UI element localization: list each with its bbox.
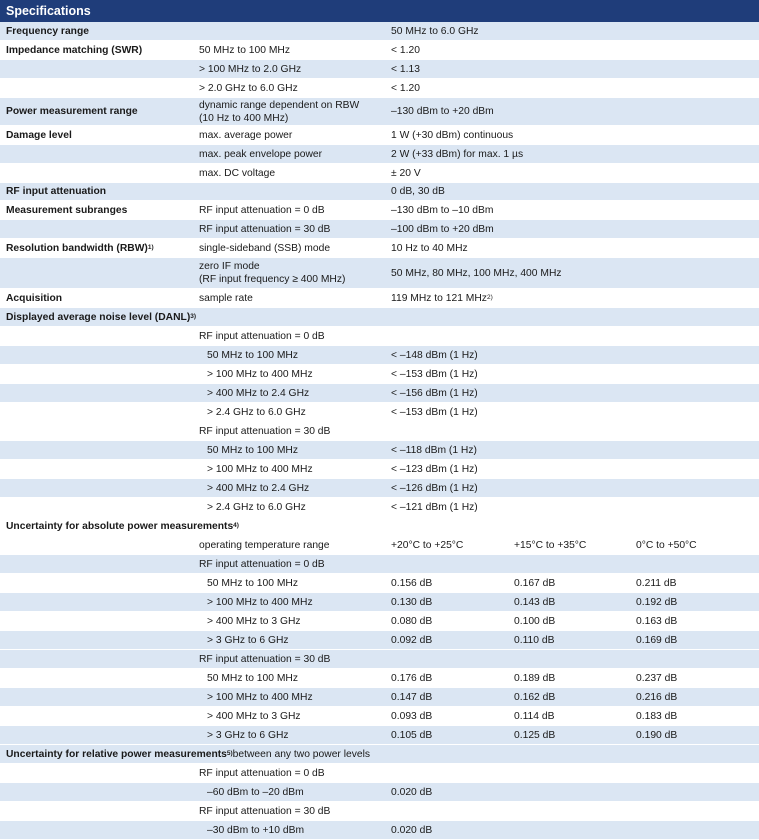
rbw-condition: zero IF mode (RF input frequency ≥ 400 MHz) — [199, 261, 346, 285]
urel-value: 0.020 dB — [391, 824, 433, 836]
row-urel-att30-value — [0, 821, 759, 840]
damage-condition: max. peak envelope power — [199, 148, 323, 160]
uncertainty-table-row — [0, 593, 759, 612]
uncertainty-frequency-range: > 100 MHz to 400 MHz — [207, 691, 313, 703]
uncertainty-value: 0.237 dB — [636, 672, 678, 684]
temperature-range-label: operating temperature range — [199, 539, 330, 551]
danl-table-row — [0, 365, 759, 384]
value-frequency-range: 50 MHz to 6.0 GHz — [391, 25, 479, 37]
label-danl: Displayed average noise level (DANL) 3) — [6, 311, 197, 323]
danl-attenuation-heading: RF input attenuation = 0 dB — [199, 330, 325, 342]
uncertainty-frequency-range: > 3 GHz to 6 GHz — [207, 729, 289, 741]
danl-table-row — [0, 479, 759, 498]
uncertainty-frequency-range: 50 MHz to 100 MHz — [207, 672, 298, 684]
rbw-value: 10 Hz to 40 MHz — [391, 242, 468, 254]
uncertainty-table-row — [0, 669, 759, 688]
danl-table-row — [0, 384, 759, 403]
label-uncertainty-relative: Uncertainty for relative power measurements 5) between any two power levels — [6, 748, 371, 760]
danl-table-row — [0, 346, 759, 365]
uncertainty-value: 0.167 dB — [514, 577, 556, 589]
danl-frequency-range: > 100 MHz to 400 MHz — [207, 368, 313, 380]
uncertainty-table-row — [0, 707, 759, 726]
row-frequency-range — [0, 22, 759, 41]
row-swr-2 — [0, 60, 759, 79]
danl-value: < –156 dBm (1 Hz) — [391, 387, 478, 399]
acquisition-value: 119 MHz to 121 MHz 2) — [391, 292, 493, 304]
danl-table-row — [0, 403, 759, 422]
label-measurement-subranges: Measurement subranges — [6, 204, 128, 216]
uncertainty-value: 0.100 dB — [514, 615, 556, 627]
table-header-title: Specifications — [0, 0, 759, 22]
row-power-measurement-range — [0, 98, 759, 126]
subrange-condition: RF input attenuation = 30 dB — [199, 223, 331, 235]
row-uabs-att0 — [0, 555, 759, 574]
row-swr-3 — [0, 79, 759, 98]
uncertainty-value: 0.190 dB — [636, 729, 678, 741]
label-frequency-range: Frequency range — [6, 25, 89, 37]
row-urel-att0 — [0, 764, 759, 783]
danl-table-row — [0, 441, 759, 460]
temperature-column-header: +15°C to +35°C — [514, 539, 587, 551]
uncertainty-value: 0.211 dB — [636, 577, 677, 589]
temperature-column-header: 0°C to +50°C — [636, 539, 697, 551]
row-uabs-temps — [0, 536, 759, 555]
row-urel-att30 — [0, 802, 759, 821]
danl-frequency-range: 50 MHz to 100 MHz — [207, 349, 298, 361]
label-swr: Impedance matching (SWR) — [6, 44, 143, 56]
urel-attenuation-heading: RF input attenuation = 0 dB — [199, 767, 325, 779]
uncertainty-value: 0.125 dB — [514, 729, 556, 741]
swr-condition: > 2.0 GHz to 6.0 GHz — [199, 82, 298, 94]
row-urel-att0-value — [0, 783, 759, 802]
uncertainty-table-row — [0, 726, 759, 745]
uncertainty-table-row — [0, 612, 759, 631]
swr-condition: > 100 MHz to 2.0 GHz — [199, 63, 302, 75]
danl-frequency-range: 50 MHz to 100 MHz — [207, 444, 298, 456]
row-rbw-1 — [0, 239, 759, 258]
uncertainty-value: 0.143 dB — [514, 596, 556, 608]
uncertainty-frequency-range: > 100 MHz to 400 MHz — [207, 596, 313, 608]
label-acquisition: Acquisition — [6, 292, 63, 304]
danl-table-row — [0, 498, 759, 517]
uncertainty-value: 0.169 dB — [636, 634, 678, 646]
label-power-measurement-range: Power measurement range — [6, 106, 138, 117]
urel-range: –30 dBm to +10 dBm — [207, 824, 305, 836]
uncertainty-value: 0.216 dB — [636, 691, 678, 703]
damage-value: 2 W (+33 dBm) for max. 1 µs — [391, 148, 524, 160]
urel-attenuation-heading: RF input attenuation = 30 dB — [199, 805, 331, 817]
danl-value: < –126 dBm (1 Hz) — [391, 482, 478, 494]
row-rbw-2 — [0, 258, 759, 289]
label-damage-level: Damage level — [6, 129, 72, 141]
uncertainty-value: 0.156 dB — [391, 577, 433, 589]
uncertainty-table-row — [0, 574, 759, 593]
label-rf-input-attenuation: RF input attenuation — [6, 186, 107, 197]
pmr-condition: dynamic range dependent on RBW (10 Hz to 400 MHz) — [199, 99, 360, 124]
uncertainty-value: 0.093 dB — [391, 710, 433, 722]
uncertainty-value: 0.176 dB — [391, 672, 433, 684]
row-swr-1 — [0, 41, 759, 60]
subrange-condition: RF input attenuation = 0 dB — [199, 204, 325, 216]
uncertainty-value: 0.163 dB — [636, 615, 678, 627]
danl-frequency-range: > 400 MHz to 2.4 GHz — [207, 482, 310, 494]
row-danl-att30 — [0, 422, 759, 441]
row-rf-input-attenuation — [0, 183, 759, 201]
uncertainty-table-row — [0, 688, 759, 707]
row-urel-title — [0, 745, 759, 764]
urel-range: –60 dBm to –20 dBm — [207, 786, 304, 798]
uabs-attenuation-heading: RF input attenuation = 30 dB — [199, 653, 331, 665]
uncertainty-frequency-range: > 400 MHz to 3 GHz — [207, 710, 301, 722]
danl-value: < –118 dBm (1 Hz) — [391, 444, 477, 456]
danl-attenuation-heading: RF input attenuation = 30 dB — [199, 425, 331, 437]
danl-value: < –121 dBm (1 Hz) — [391, 501, 478, 513]
uncertainty-frequency-range: > 400 MHz to 3 GHz — [207, 615, 301, 627]
rbw-value: 50 MHz, 80 MHz, 100 MHz, 400 MHz — [391, 267, 562, 279]
temperature-column-header: +20°C to +25°C — [391, 539, 464, 551]
row-damage-2 — [0, 145, 759, 164]
uncertainty-value: 0.110 dB — [514, 634, 555, 646]
uncertainty-value: 0.114 dB — [514, 710, 555, 722]
swr-value: < 1.20 — [391, 82, 420, 94]
swr-condition: 50 MHz to 100 MHz — [199, 44, 290, 56]
row-damage-1 — [0, 126, 759, 145]
damage-condition: max. DC voltage — [199, 167, 276, 179]
danl-value: < –123 dBm (1 Hz) — [391, 463, 478, 475]
uncertainty-value: 0.147 dB — [391, 691, 433, 703]
danl-value: < –153 dBm (1 Hz) — [391, 406, 478, 418]
swr-value: < 1.13 — [391, 63, 420, 75]
subrange-value: –100 dBm to +20 dBm — [391, 223, 494, 235]
swr-value: < 1.20 — [391, 44, 420, 56]
urel-value: 0.020 dB — [391, 786, 433, 798]
label-uncertainty-absolute: Uncertainty for absolute power measurements 4) — [6, 520, 239, 532]
uabs-attenuation-heading: RF input attenuation = 0 dB — [199, 558, 325, 570]
danl-frequency-range: > 2.4 GHz to 6.0 GHz — [207, 406, 306, 418]
row-damage-3 — [0, 164, 759, 183]
row-acquisition — [0, 289, 759, 308]
row-danl-title — [0, 308, 759, 327]
uncertainty-value: 0.130 dB — [391, 596, 433, 608]
uncertainty-frequency-range: > 3 GHz to 6 GHz — [207, 634, 289, 646]
uncertainty-value: 0.105 dB — [391, 729, 433, 741]
pmr-value: –130 dBm to +20 dBm — [391, 106, 494, 117]
label-rbw: Resolution bandwidth (RBW) 1) — [6, 242, 154, 254]
damage-value: 1 W (+30 dBm) continuous — [391, 129, 514, 141]
row-subranges-2 — [0, 220, 759, 239]
uncertainty-value: 0.162 dB — [514, 691, 556, 703]
uncertainty-value: 0.189 dB — [514, 672, 556, 684]
uncertainty-value: 0.192 dB — [636, 596, 678, 608]
row-subranges-1 — [0, 201, 759, 220]
danl-value: < –148 dBm (1 Hz) — [391, 349, 478, 361]
uncertainty-value: 0.080 dB — [391, 615, 433, 627]
row-uabs-title — [0, 517, 759, 536]
damage-value: ± 20 V — [391, 167, 421, 179]
danl-frequency-range: > 2.4 GHz to 6.0 GHz — [207, 501, 306, 513]
uncertainty-table-row — [0, 631, 759, 650]
acquisition-condition: sample rate — [199, 292, 253, 304]
uncertainty-value: 0.092 dB — [391, 634, 433, 646]
rf-attenuation-value: 0 dB, 30 dB — [391, 186, 445, 197]
danl-frequency-range: > 400 MHz to 2.4 GHz — [207, 387, 310, 399]
uncertainty-frequency-range: 50 MHz to 100 MHz — [207, 577, 298, 589]
danl-frequency-range: > 100 MHz to 400 MHz — [207, 463, 313, 475]
danl-value: < –153 dBm (1 Hz) — [391, 368, 478, 380]
damage-condition: max. average power — [199, 129, 293, 141]
row-uabs-att30 — [0, 650, 759, 669]
row-danl-att0 — [0, 327, 759, 346]
danl-table-row — [0, 460, 759, 479]
uncertainty-value: 0.183 dB — [636, 710, 678, 722]
subrange-value: –130 dBm to –10 dBm — [391, 204, 494, 216]
rbw-condition: single-sideband (SSB) mode — [199, 242, 331, 254]
